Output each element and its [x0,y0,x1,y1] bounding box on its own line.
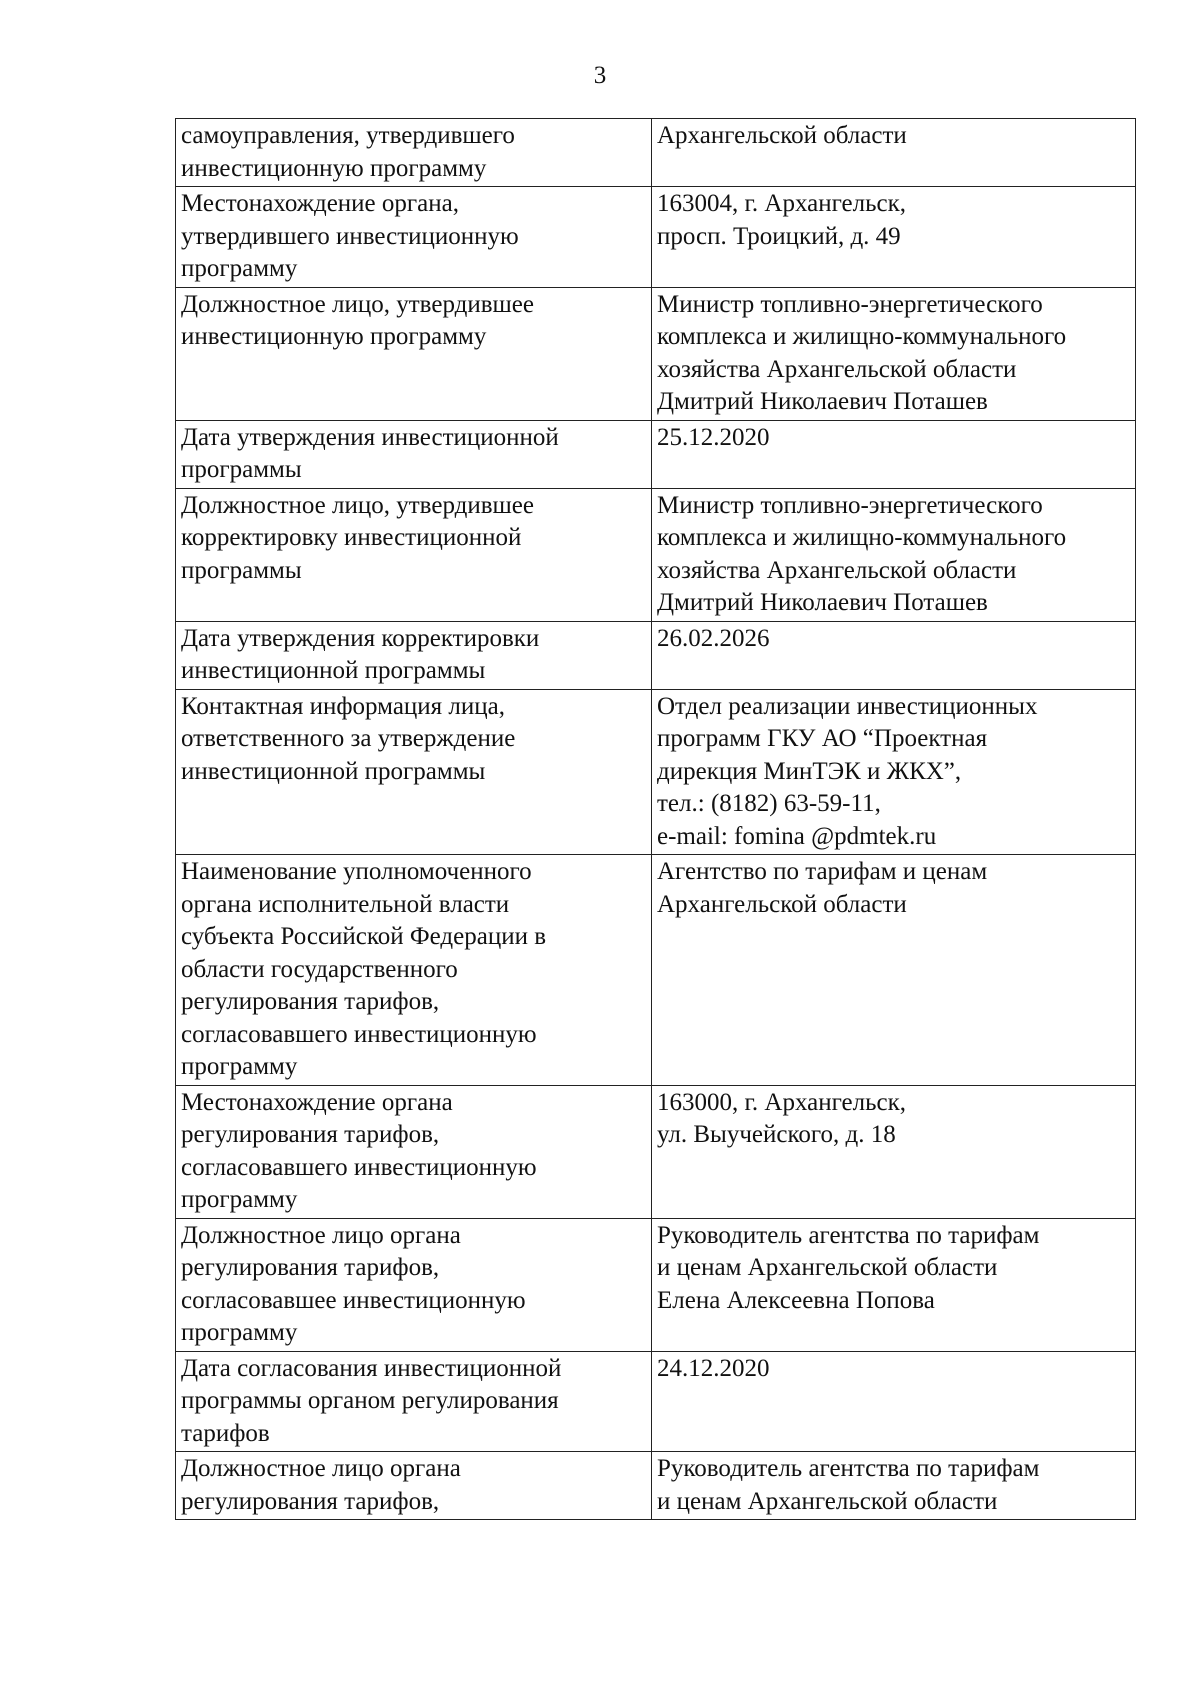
value-line: комплекса и жилищно-коммунального [657,524,1067,551]
value-line: просп. Троицкий, д. 49 [657,222,901,250]
label-line: программу [181,255,298,282]
label-line: регулирования тарифов, [181,1121,440,1148]
page-number: 3 [593,62,607,89]
row-label-cell [176,187,652,288]
label-line: Контактная информация лица, [181,692,506,720]
label-line: инвестиционную программу [181,154,487,182]
value-line: ул. Выучейского, д. 18 [657,1121,896,1148]
row-value-cell [652,287,1136,420]
value-line: 163004, г. Архангельск, [657,190,907,217]
label-line: согласовавшего инвестиционную [181,1020,537,1048]
table-row [176,287,1136,420]
table-row [176,420,1136,488]
value-line: Дмитрий Николаевич Поташев [657,589,988,616]
row-value-cell [652,855,1136,1086]
table-row [176,1351,1136,1452]
row-value-cell [652,1085,1136,1218]
value-line: Архангельской области [657,890,907,918]
label-line: Местонахождение органа [181,1088,453,1116]
label-line: области государственного [181,955,458,983]
label-line: программу [181,1186,298,1213]
label-line: программы [181,456,302,483]
value-line: Агентство по тарифам и ценам [657,858,988,885]
label-line: Наименование уполномоченного [181,858,532,885]
label-line: программы органом регулирования [181,1387,559,1414]
value-line: хозяйства Архангельской области [657,556,1017,584]
label-line: Должностное лицо, утвердившее [181,491,534,519]
value-line: Архангельской области [657,122,907,149]
label-line: органа исполнительной власти [181,890,510,918]
value-line: дирекция МинТЭК и ЖКХ”, [657,757,962,785]
table-row [176,621,1136,689]
label-line: самоуправления, утвердившего [181,122,515,149]
info-table [175,118,1136,1520]
value-line: и ценам Архангельской области [657,1487,998,1515]
value-line: и ценам Архангельской области [657,1254,998,1281]
label-line: инвестиционной программы [181,757,486,785]
value-line: Министр топливно-энергетического [657,491,1043,519]
row-value-cell [652,1351,1136,1452]
row-label-cell [176,1085,652,1218]
label-line: инвестиционную программу [181,323,487,350]
table-row [176,119,1136,187]
value-line: Елена Алексеевна Попова [657,1286,935,1314]
label-line: регулирования тарифов, [181,1487,440,1515]
table-row [176,1218,1136,1351]
label-line: тарифов [181,1419,270,1447]
label-line: Дата согласования инвестиционной [181,1354,562,1382]
value-line: e-mail: fomina @pdmtek.ru [657,822,937,850]
label-line: субъекта Российской Федерации в [181,923,547,950]
value-line: программ ГКУ АО “Проектная [657,725,988,752]
row-value-cell [652,1452,1136,1520]
row-value-cell [652,187,1136,288]
table-row [176,187,1136,288]
value-line: Дмитрий Николаевич Поташев [657,388,988,415]
label-line: инвестиционной программы [181,657,486,684]
table-row [176,488,1136,621]
label-line: регулирования тарифов, [181,1254,440,1281]
label-line: Дата утверждения инвестиционной [181,423,559,451]
row-value-cell [652,420,1136,488]
row-label-cell [176,1452,652,1520]
value-line: Министр топливно-энергетического [657,290,1043,318]
row-label-cell [176,1351,652,1452]
row-label-cell [176,287,652,420]
row-value-cell [652,621,1136,689]
row-label-cell [176,119,652,187]
value-line: 25.12.2020 [657,423,770,451]
value-line: Отдел реализации инвестиционных [657,692,1038,720]
value-line: хозяйства Архангельской области [657,355,1017,383]
value-line: 163000, г. Архангельск, [657,1088,907,1116]
row-label-cell [176,689,652,855]
table-row [176,855,1136,1086]
label-line: Должностное лицо, утвердившее [181,290,534,318]
value-line: комплекса и жилищно-коммунального [657,323,1067,350]
label-line: программу [181,1319,298,1346]
row-value-cell [652,119,1136,187]
table-row [176,1085,1136,1218]
label-line: согласовавшего инвестиционную [181,1153,537,1181]
table-row [176,1452,1136,1520]
label-line: Местонахождение органа, [181,190,459,217]
value-line: Руководитель агентства по тарифам [657,1455,1040,1482]
label-line: регулирования тарифов, [181,988,440,1015]
value-line: 24.12.2020 [657,1354,770,1382]
value-line: тел.: (8182) 63-59-11, [657,790,881,817]
value-line: 26.02.2026 [657,624,770,652]
label-line: утвердившего инвестиционную [181,222,519,250]
label-line: ответственного за утверждение [181,725,516,752]
label-line: программу [181,1053,298,1080]
row-label-cell [176,488,652,621]
label-line: Дата утверждения корректировки [181,624,540,652]
info-table-body [176,119,1136,1520]
row-label-cell [176,855,652,1086]
row-label-cell [176,621,652,689]
label-line: Должностное лицо органа [181,1221,461,1249]
row-label-cell [176,420,652,488]
label-line: Должностное лицо органа [181,1455,461,1482]
value-line: Руководитель агентства по тарифам [657,1221,1040,1249]
label-line: согласовавшее инвестиционную [181,1286,526,1314]
row-value-cell [652,689,1136,855]
label-line: корректировку инвестиционной [181,524,522,551]
row-value-cell [652,488,1136,621]
row-value-cell [652,1218,1136,1351]
table-row [176,689,1136,855]
label-line: программы [181,556,302,584]
row-label-cell [176,1218,652,1351]
